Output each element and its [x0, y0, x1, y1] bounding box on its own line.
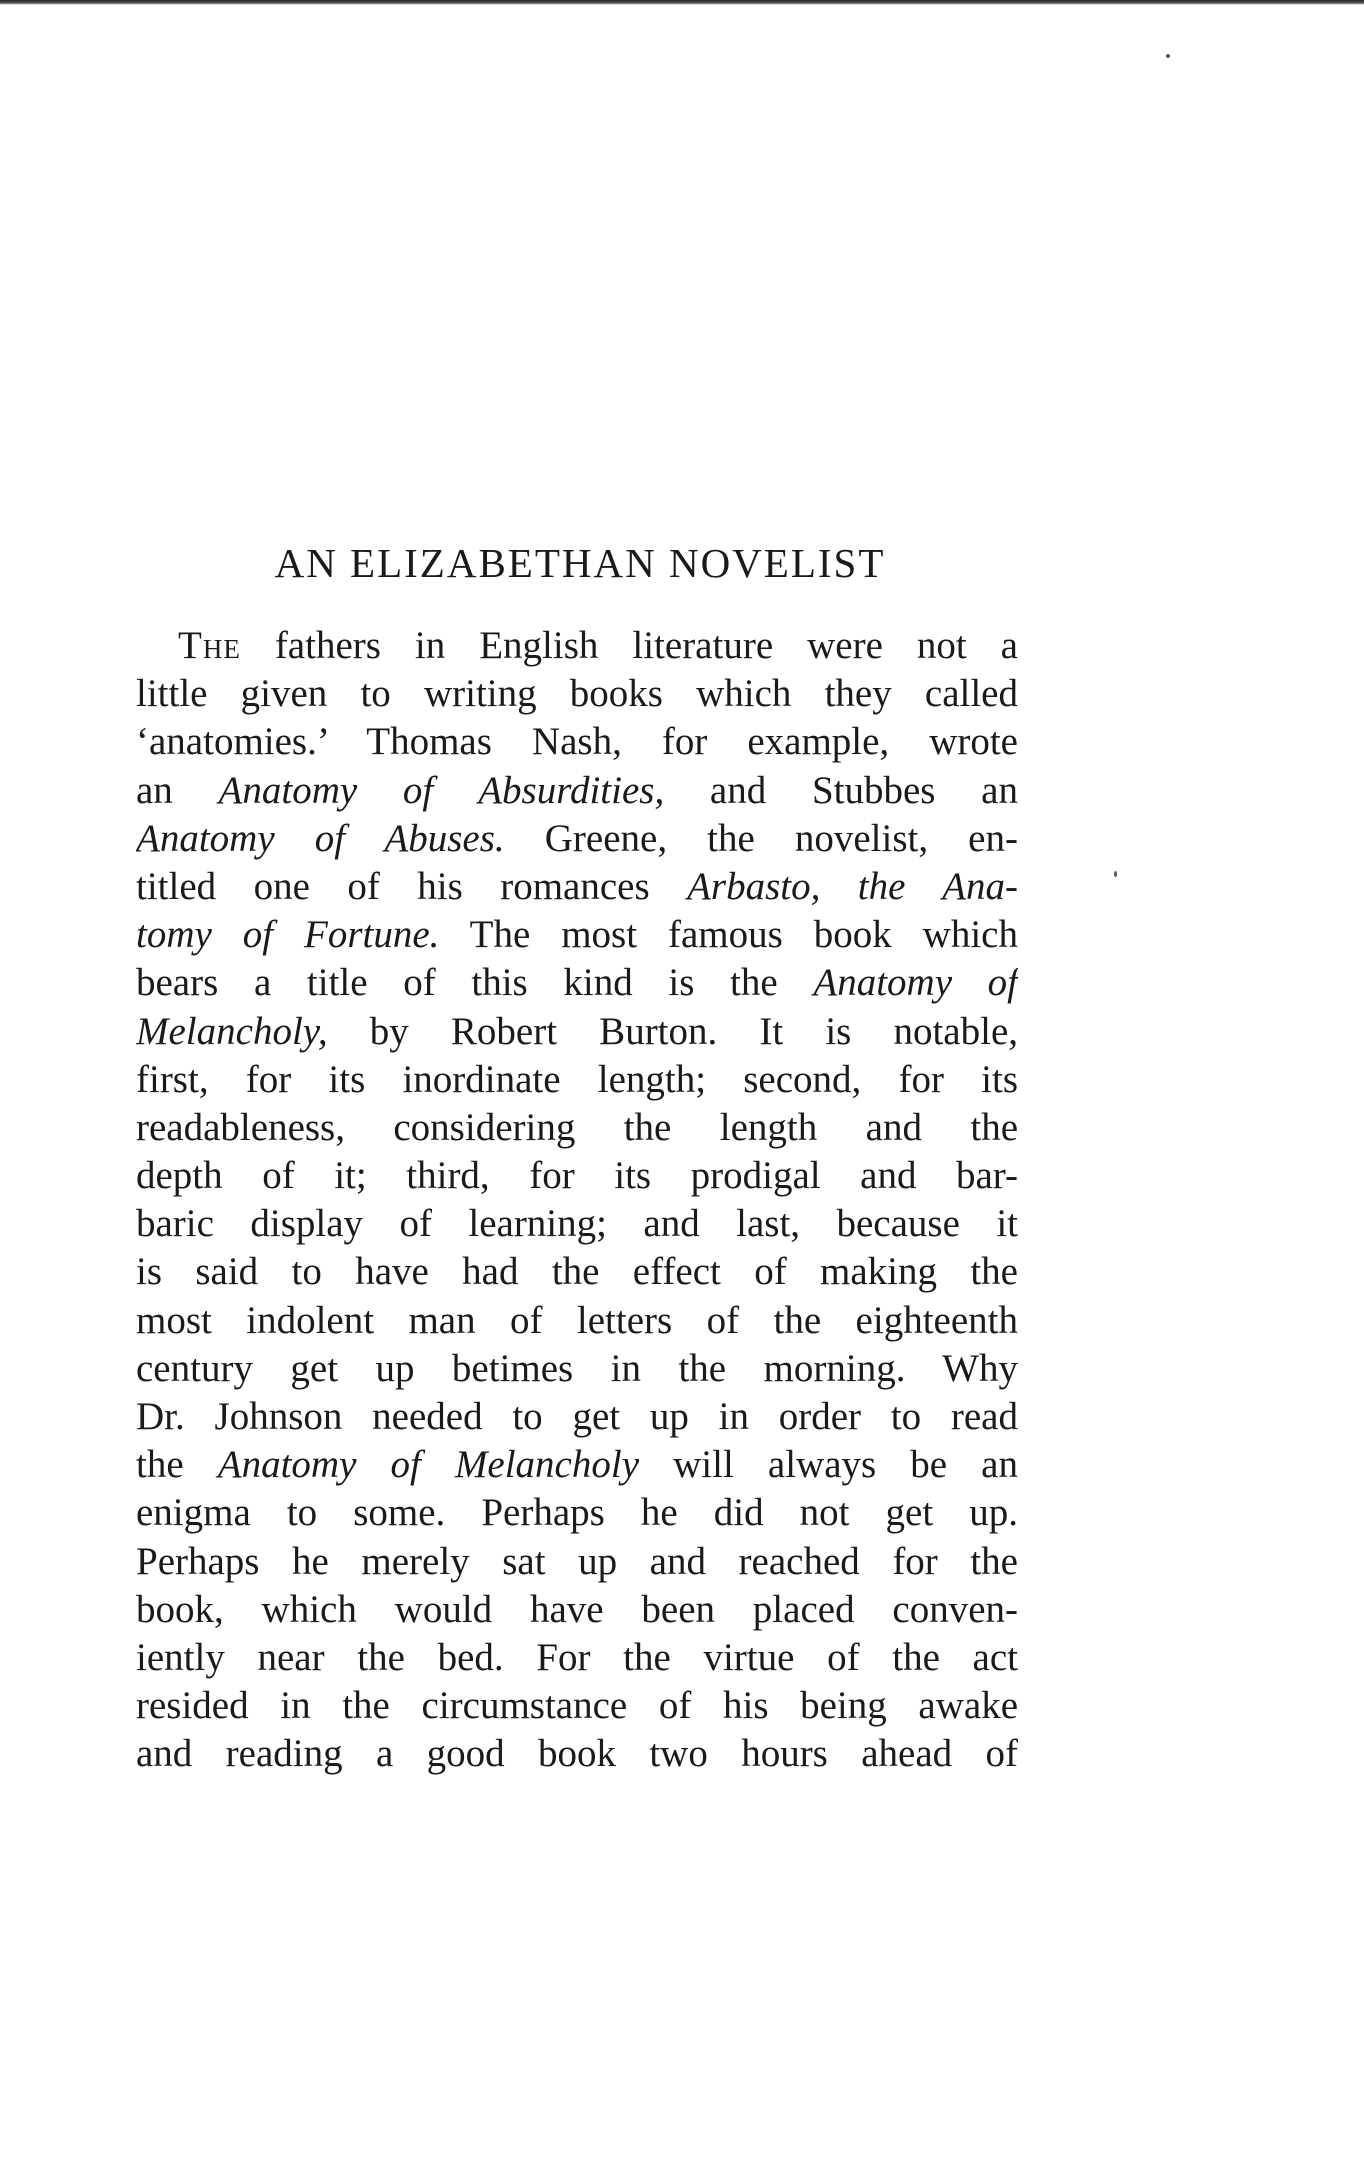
lead-word: The [178, 624, 241, 667]
text-line: is said to have had the effect of making the [136, 1250, 1018, 1294]
text-line: Perhaps he merely sat up and reached for the [136, 1539, 1018, 1583]
text-line [136, 622, 1018, 670]
text-line: and reading a good book two hours ahead of [136, 1732, 1018, 1776]
text-line: depth of it; third, for its prodigal and bar- [136, 1154, 1018, 1198]
text-line: resided in the circumstance of his being awake [136, 1684, 1018, 1728]
text-line [136, 863, 1018, 911]
text-segment: the [136, 1443, 218, 1487]
body-text [136, 622, 1018, 1779]
paper-speck [1114, 871, 1117, 877]
text-line: most indolent man of letters of the eighteenth [136, 1298, 1018, 1342]
text-line [136, 959, 1018, 1007]
book-title: Anatomy of Melancholy [217, 1443, 640, 1487]
text-line: enigma to some. Perhaps he did not get up. [136, 1491, 1018, 1535]
text-segment: Greene, the novelist, en- [504, 816, 1018, 860]
text-segment: titled one of his romances [136, 864, 688, 908]
text-segment: bears a title of this kind is the [136, 961, 814, 1005]
book-title: tomy of Fortune. [136, 913, 440, 957]
book-title: Anatomy of Absurdities, [218, 768, 665, 812]
text-line [136, 767, 1018, 815]
text-line: readableness, considering the length and the [136, 1105, 1018, 1149]
text-segment: by Robert Burton. It is notable, [327, 1009, 1018, 1053]
text-line [136, 911, 1018, 959]
book-title: Anatomy of Abuses. [136, 816, 505, 860]
chapter-title: AN ELIZABETHAN NOVELIST [274, 540, 886, 586]
book-title: Melancholy, [136, 1009, 328, 1053]
text-segment: will always be an [639, 1443, 1018, 1487]
text-line: book, which would have been placed conven- [136, 1587, 1018, 1631]
text-line: Dr. Johnson needed to get up in order to read [136, 1395, 1018, 1438]
text-line [136, 815, 1018, 863]
text-line: century get up betimes in the morning. Why [136, 1346, 1018, 1390]
text-line [136, 1441, 1018, 1489]
text-segment: an [136, 768, 219, 812]
text-line [136, 1008, 1018, 1056]
book-title: Arbasto, the Ana- [687, 864, 1018, 908]
text-line-content: fathers in English literature were not a [240, 624, 1018, 667]
paper-speck [1166, 54, 1170, 58]
text-line: first, for its inordinate length; second, for its [136, 1057, 1018, 1101]
text-segment: and Stubbes an [664, 768, 1018, 812]
text-segment: The most famous book which [439, 913, 1018, 957]
text-line: iently near the bed. For the virtue of the act [136, 1635, 1018, 1679]
text-line: ‘anatomies.’ Thomas Nash, for example, wrote [136, 720, 1018, 764]
page-top-edge [0, 0, 1364, 5]
book-title: Anatomy of [813, 961, 1018, 1005]
text-line: little given to writing books which they called [136, 672, 1018, 716]
text-line: baric display of learning; and last, because it [136, 1202, 1018, 1246]
